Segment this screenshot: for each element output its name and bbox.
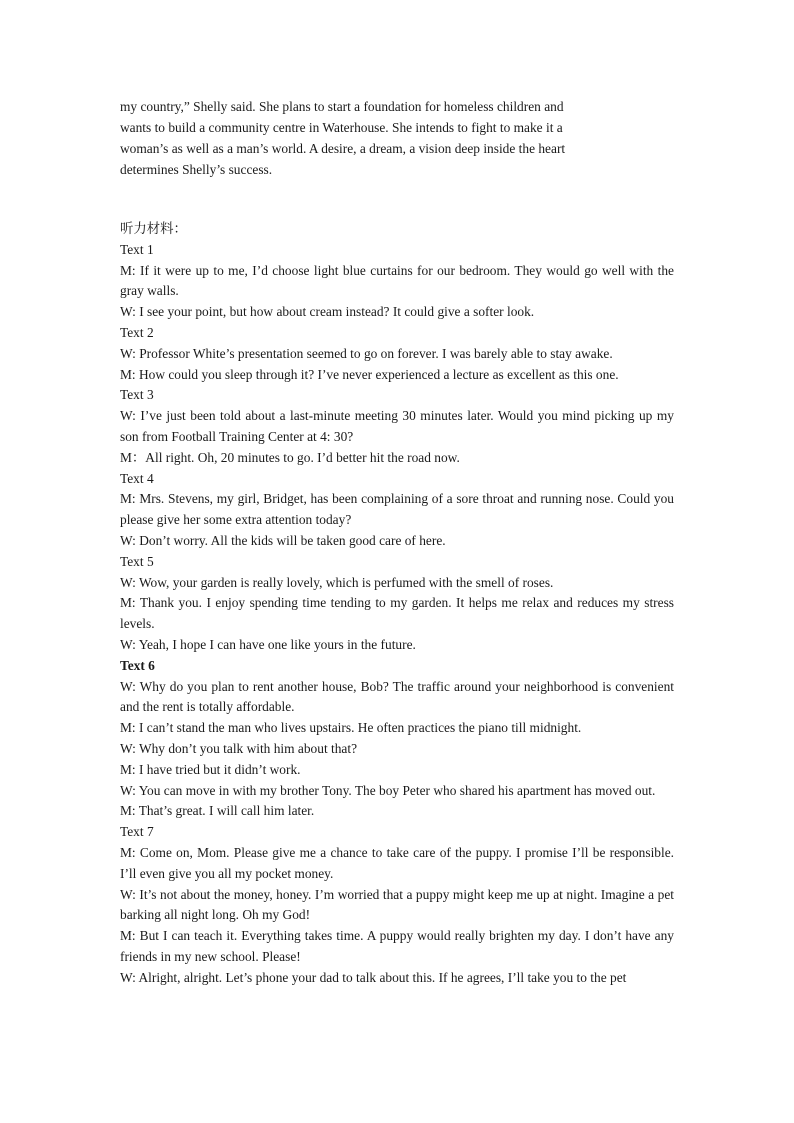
text-label: Text 7 (120, 824, 154, 840)
intro-line: wants to build a community centre in Waterhouse. She intends to fight to make it a (120, 120, 563, 135)
text-label: Text 1 (120, 241, 154, 257)
transcript (120, 240, 674, 989)
dialogue-line: W: You can move in with my brother Tony. The boy Peter who shared his apartment has moved out. (120, 782, 656, 798)
dialogue-line: M: Come on, Mom. Please give me a chance to take care of the puppy. I promise I’ll be responsible. I’ll even give you all my pocket money. (120, 844, 674, 881)
section-heading: 听力材料： (120, 221, 187, 236)
dialogue-line: W: Alright, alright. Let’s phone your dad to talk about this. If he agrees, I’ll take you to the pet (120, 969, 627, 985)
text-label: Text 2 (120, 324, 154, 340)
dialogue-line: W: I see your point, but how about cream instead? It could give a softer look. (120, 304, 535, 320)
dialogue-line: W: Don’t worry. All the kids will be taken good care of here. (120, 532, 446, 548)
text-label: Text 4 (120, 470, 154, 486)
dialogue-line: M: If it were up to me, I’d choose light blue curtains for our bedroom. They would go well with the gray walls. (120, 262, 674, 299)
text-label: Text 6 (120, 657, 155, 673)
dialogue-line: W: Yeah, I hope I can have one like yours in the future. (120, 636, 416, 652)
dialogue-line: M: I have tried but it didn’t work. (120, 761, 301, 777)
dialogue-line: M: That’s great. I will call him later. (120, 803, 315, 819)
dialogue-line: M: Thank you. I enjoy spending time tending to my garden. It helps me relax and reduces my stress levels. (120, 595, 674, 632)
text-label: Text 5 (120, 553, 154, 569)
dialogue-line: M: How could you sleep through it? I’ve never experienced a lecture as excellent as this one. (120, 366, 619, 382)
dialogue-line: W: Professor White’s presentation seemed to go on forever. I was barely able to stay awake. (120, 345, 613, 361)
dialogue-line: W: Why don’t you talk with him about that? (120, 740, 358, 756)
intro-line: woman’s as well as a man’s world. A desire, a dream, a vision deep inside the heart (120, 141, 566, 156)
intro-line: my country,” Shelly said. She plans to start a foundation for homeless children and (120, 99, 564, 114)
dialogue-line: W: It’s not about the money, honey. I’m worried that a puppy might keep me up at night. Imagine a pet barking all night long. Oh my God! (120, 886, 674, 923)
dialogue-line: M: But I can teach it. Everything takes time. A puppy would really brighten my day. I don’t have any friends in my new school. Please! (120, 928, 674, 964)
dialogue-line: W: Why do you plan to rent another house, Bob? The traffic around your neighborhood is convenient and the rent is totally affordable. (120, 678, 674, 715)
intro-line: determines Shelly’s success. (120, 162, 273, 177)
intro-paragraph (120, 96, 674, 180)
text-label: Text 3 (120, 387, 154, 403)
dialogue-line: W: I’ve just been told about a last-minute meeting 30 minutes later. Would you mind picking up my son from Football Training Center at 4: 30? (120, 408, 674, 444)
dialogue-line: W: Wow, your garden is really lovely, which is perfumed with the smell of roses. (120, 574, 554, 590)
dialogue-line: M：All right. Oh, 20 minutes to go. I’d better hit the road now. (120, 449, 460, 465)
dialogue-line: M: I can’t stand the man who lives upstairs. He often practices the piano till midnight. (120, 720, 582, 736)
dialogue-line: M: Mrs. Stevens, my girl, Bridget, has been complaining of a sore throat and running nose. Could you please give her some extra attention today? (120, 491, 674, 528)
document-page (120, 96, 674, 988)
